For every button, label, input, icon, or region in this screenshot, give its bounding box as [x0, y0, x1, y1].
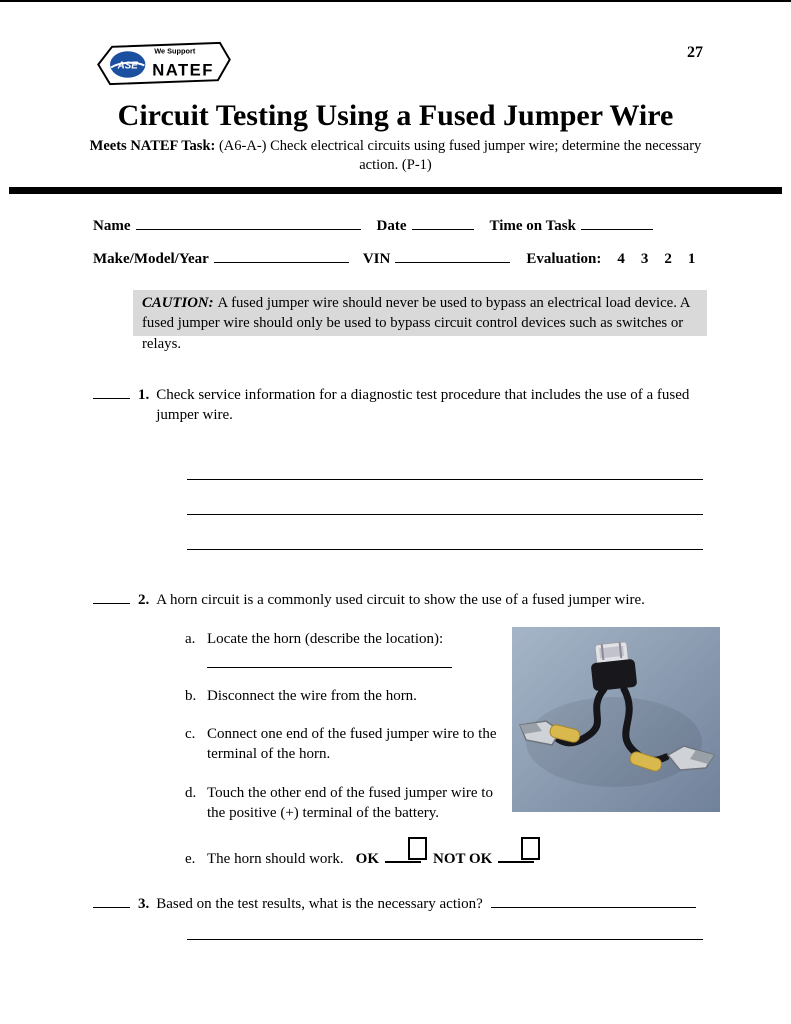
step-2-score-blank: [93, 603, 130, 604]
vin-blank-line: [395, 261, 510, 263]
not-ok-label: NOT OK: [433, 851, 493, 868]
evaluation-2: 2: [664, 250, 672, 267]
step-2: [93, 590, 791, 610]
substep-c-letter: c.: [185, 726, 196, 743]
student-info-form: [93, 218, 701, 268]
date-blank-line: [412, 228, 474, 230]
step-1-score-blank: [93, 398, 130, 399]
name-label: Name: [93, 217, 131, 234]
page-header: [0, 2, 791, 89]
evaluation-1: 1: [687, 250, 696, 267]
substep-b-letter: b.: [185, 687, 197, 704]
substep-e-text: The horn should work.: [207, 851, 344, 868]
step-2-substeps: [185, 627, 512, 824]
answer-line: [187, 515, 703, 550]
task-label: Meets NATEF Task:: [89, 138, 216, 154]
form-row-name-date-time: [93, 218, 701, 235]
substep-e-letter: e.: [185, 851, 196, 868]
not-ok-checkbox: [521, 837, 540, 860]
vin-label: VIN: [362, 250, 391, 267]
substep-e: [185, 839, 791, 868]
step-2-details: [185, 627, 791, 824]
answer-line: [187, 445, 703, 480]
substep-b: [185, 686, 512, 706]
natef-ase-logo: [95, 38, 233, 89]
step-2-text: A horn circuit is a commonly used circuit to show the use of a fused jumper wire.: [156, 592, 645, 609]
answer-line: [187, 937, 703, 940]
evaluation-label: Evaluation:: [526, 250, 602, 267]
evaluation-3: 3: [640, 250, 649, 267]
step-3-score-blank: [93, 907, 130, 908]
step-3: [93, 896, 791, 913]
substep-a-text: Locate the horn (describe the location):: [207, 630, 444, 647]
ok-label: OK: [355, 851, 379, 868]
step-2-number: 2.: [138, 592, 150, 609]
step-3-text: Based on the test results, what is the necessary action?: [156, 896, 483, 913]
step-1-answer-lines: [187, 445, 703, 550]
natef-task-line: [86, 137, 706, 175]
caution-box: [133, 290, 707, 357]
not-ok-check-line: [498, 839, 534, 863]
substep-c-text: Connect one end of the fused jumper wire to the terminal of the horn.: [207, 726, 497, 763]
substep-a-answer-line: [207, 651, 452, 668]
evaluation-4: 4: [617, 250, 625, 267]
ok-check-line: [385, 839, 421, 863]
substep-d-letter: d.: [185, 784, 197, 801]
caution-text: A fused jumper wire should never be used to bypass an electrical load device. A fused jumper wire should only be used to bypass circuit control devices such as switches or relays.: [142, 294, 690, 352]
caution-label: CAUTION:: [142, 294, 214, 311]
ase-text: ASE: [117, 60, 138, 72]
step-3-number: 3.: [138, 896, 150, 913]
time-blank-line: [581, 228, 653, 230]
we-support-text: We Support: [154, 46, 196, 56]
substep-c: [185, 724, 512, 765]
task-text: (A6-A-) Check electrical circuits using fused jumper wire; determine the necessary action. (P-1): [218, 138, 702, 173]
substep-a-letter: a.: [185, 630, 196, 647]
step-1-text: Check service information for a diagnostic test procedure that includes the use of a fused jumper wire.: [156, 386, 690, 424]
date-label: Date: [376, 217, 407, 234]
page-title: Circuit Testing Using a Fused Jumper Wire: [117, 99, 674, 132]
substep-b-text: Disconnect the wire from the horn.: [207, 687, 417, 704]
name-blank-line: [136, 228, 361, 230]
ok-checkbox: [408, 837, 427, 860]
make-model-year-label: Make/Model/Year: [93, 250, 209, 267]
answer-line: [187, 480, 703, 515]
substep-d: [185, 783, 512, 824]
natef-text: NATEF: [152, 60, 214, 80]
divider-rule: [9, 187, 782, 194]
step-1-number: 1.: [138, 386, 150, 403]
form-row-vehicle: [93, 251, 701, 268]
step-3-answer-blank: [491, 906, 696, 908]
fused-jumper-wire-photo: [512, 627, 720, 812]
time-on-task-label: Time on Task: [489, 217, 576, 234]
step-1: [93, 385, 791, 426]
substep-d-text: Touch the other end of the fused jumper wire to the positive (+) terminal of the battery.: [207, 784, 493, 821]
page-number: 27: [687, 44, 703, 61]
substep-a: [185, 629, 512, 649]
make-blank-line: [214, 261, 349, 263]
